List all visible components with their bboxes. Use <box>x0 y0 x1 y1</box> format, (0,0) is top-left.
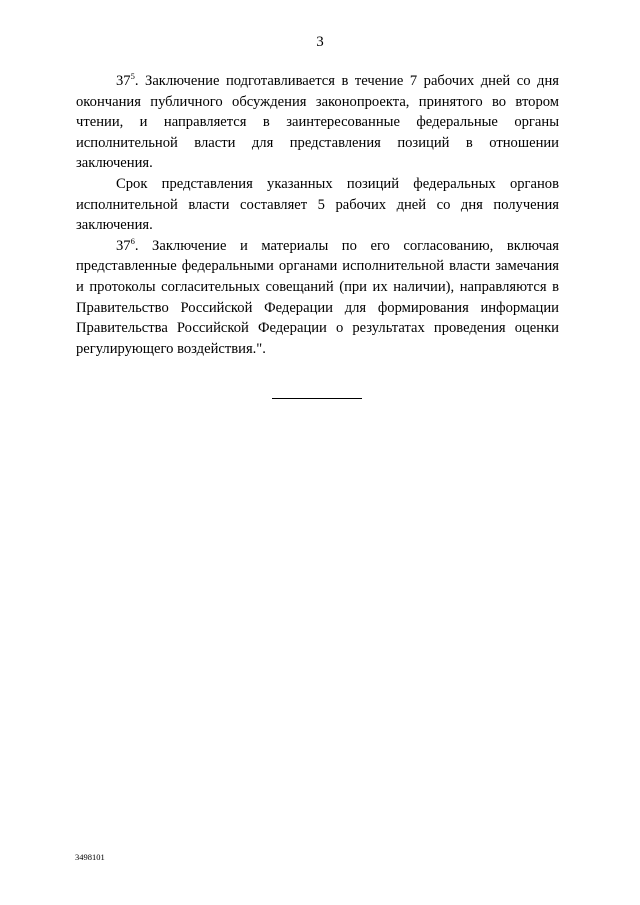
page-number: 3 <box>316 34 324 50</box>
paragraph-text: . Заключение и материалы по его согласованию, включая представленные федеральными органами исполнительной власти замечания и протоколы согласительных совещаний (при их наличии), направляются в Правительство Российской Федерации для формирования информации Правительства Российской Федерации о результатах проведения оценки регулирующего воздействия.". <box>76 237 559 357</box>
clause-superscript: 5 <box>130 71 135 81</box>
paragraph-clause-37-5 <box>76 71 559 174</box>
paragraph-text: Срок представления указанных позиций федеральных органов исполнительной власти составляет 5 рабочих дней со дня получения заключения. <box>76 175 559 234</box>
document-code: 3498101 <box>75 852 105 862</box>
paragraph-text: . Заключение подготавливается в течение 7 рабочих дней со дня окончания публичного обсуждения законопроекта, принятого во втором чтении, и направляется в заинтересованные федеральные органы исполнительной власти для представления позиций в отношении заключения. <box>76 73 559 172</box>
paragraph-response-deadline <box>76 174 559 236</box>
paragraph-clause-37-6 <box>76 236 559 360</box>
clause-number: 37 <box>116 237 131 254</box>
document-body <box>76 71 559 359</box>
clause-number: 37 <box>116 73 131 89</box>
clause-superscript: 6 <box>130 235 135 246</box>
end-of-text-rule <box>272 398 362 399</box>
